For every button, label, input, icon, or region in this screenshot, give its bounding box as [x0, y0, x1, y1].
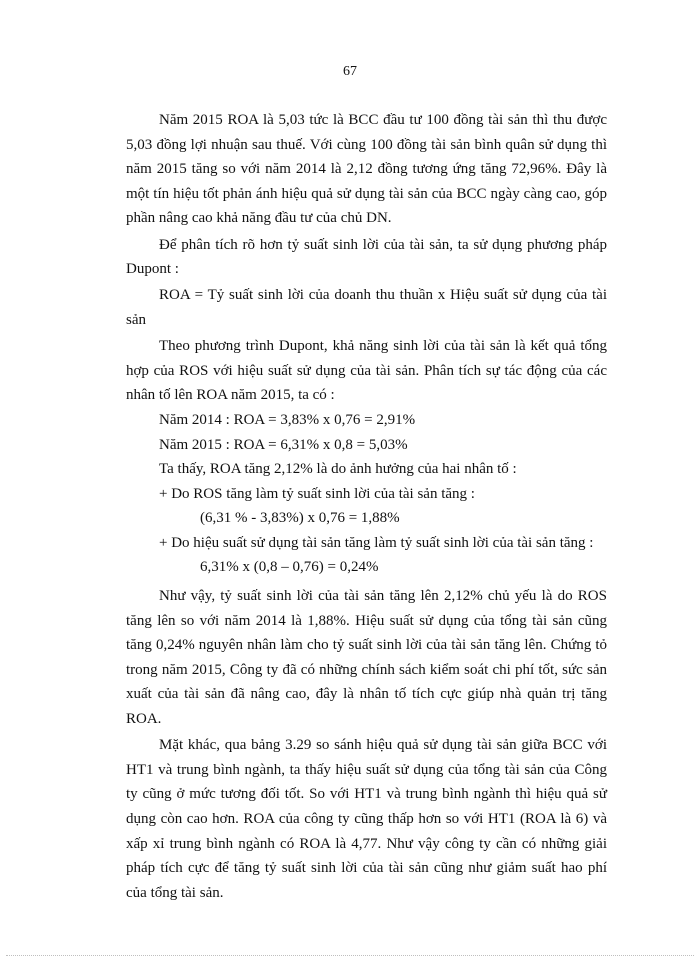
calc-roa-2014: Năm 2014 : ROA = 3,83% x 0,76 = 2,91% [159, 411, 416, 428]
page-bottom-rule [6, 955, 694, 956]
page-body [126, 108, 607, 905]
formula-dupont: ROA = Tỷ suất sinh lời của doanh thu thuần x Hiệu suất sử dụng của tài sản [126, 287, 607, 328]
paragraph-conclusion: Như vậy, tỷ suất sinh lời của tài sản tăng lên 2,12% chủ yếu là do ROS tăng lên so với năm 2014 là 1,88%. Hiệu suất sử dụng của tổng tài sản cũng tăng 0,24% nguyên nhân làm cho tỷ suất sinh lời của tài sản tăng lên. Chứng tỏ trong năm 2015, Công ty đã có những chính sách kiểm soát chi phí tốt, sức sản xuất của tài sản đã nâng cao, đây là nhân tố tích cực giúp nhà quản trị tăng ROA. [126, 588, 607, 728]
paragraph-dupont-intro: Để phân tích rõ hơn tỷ suất sinh lời của tài sản, ta sử dụng phương pháp Dupont : [126, 236, 607, 278]
calc-roa-2015: Năm 2015 : ROA = 6,31% x 0,8 = 5,03% [159, 436, 408, 453]
factor-asset-efficiency-heading: + Do hiệu suất sử dụng tài sản tăng làm tỷ suất sinh lời của tài sản tăng : [159, 534, 594, 551]
paragraph-comparison: Mặt khác, qua bảng 3.29 so sánh hiệu quả sử dụng tài sản giữa BCC với HT1 và trung bình ngành, ta thấy hiệu suất sử dụng của tổng tài sản của Công ty cũng ở mức tương đối tốt. So với HT1 và trung bình ngành thì hiệu quả sử dụng còn cao hơn. ROA của công ty cũng thấp hơn so với HT1 (ROA là 6) và xấp xỉ trung bình ngành có ROA là 4,77. Như vậy công ty cần có những giải pháp tích cực để tăng tỷ suất sinh lời của tài sản cũng như giảm suất hao phí của tổng tài sản. [126, 737, 607, 901]
paragraph-dupont-analysis: Theo phương trình Dupont, khả năng sinh lời của tài sản là kết quả tổng hợp của ROS với hiệu suất sử dụng của tài sản. Phân tích sự tác động của các nhân tố lên ROA năm 2015, ta có : [126, 338, 607, 404]
paragraph-roa-2015: Năm 2015 ROA là 5,03 tức là BCC đầu tư 100 đồng tài sản thì thu được 5,03 đồng lợi nhuận sau thuế. Với cùng 100 đồng tài sản bình quân sử dụng thì năm 2015 tăng so với năm 2014 là 2,12 đồng tương ứng tăng 72,96%. Đây là một tín hiệu tốt phản ánh hiệu quả sử dụng tài sản của BCC ngày càng cao, góp phần nâng cao khả năng đầu tư của chủ DN. [126, 112, 607, 227]
page-number: 67 [343, 64, 357, 79]
factor-ros-heading: + Do ROS tăng làm tỷ suất sinh lời của tài sản tăng : [159, 485, 475, 502]
roa-increase-summary: Ta thấy, ROA tăng 2,12% là do ảnh hưởng của hai nhân tố : [159, 461, 517, 478]
factor-asset-efficiency-calc: 6,31% x (0,8 – 0,76) = 0,24% [200, 559, 379, 576]
factor-ros-calc: (6,31 % - 3,83%) x 0,76 = 1,88% [200, 510, 400, 527]
